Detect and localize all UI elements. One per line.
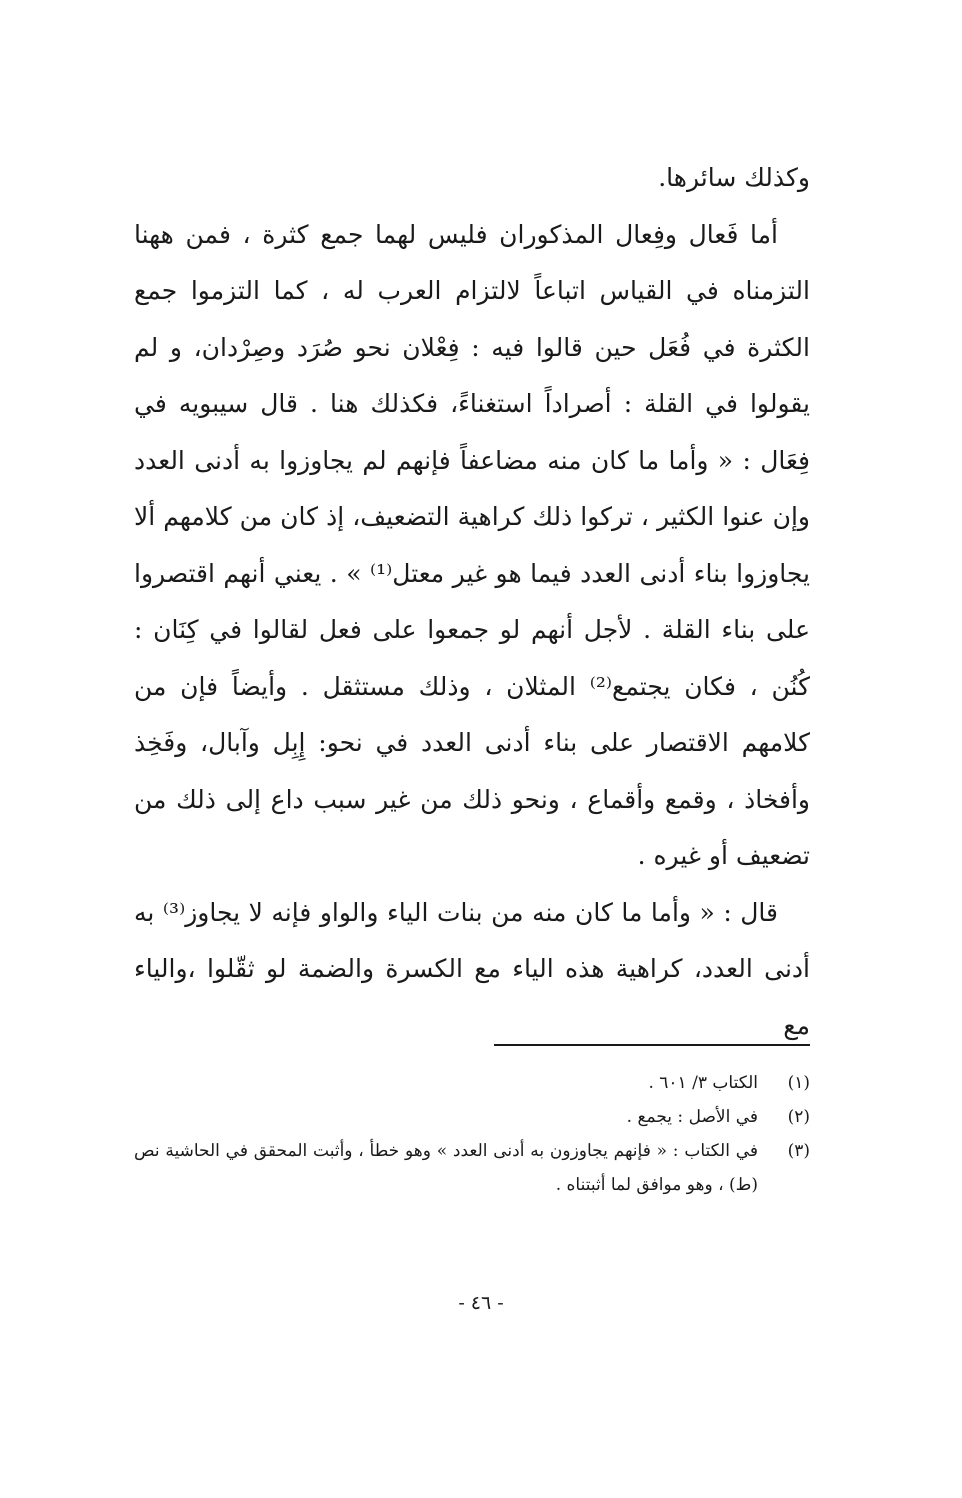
footnote-2 [134,1100,810,1134]
footnote-number: (٣) [787,1141,810,1161]
paragraph-1: وكذلك سائرها. [658,163,810,192]
footnote-text: الكتاب ٣/ ٦٠١ . [648,1073,758,1093]
footnote-separator [494,1044,810,1046]
paragraph-3: قال : « وأما ما كان منه من بنات الياء والواو فإنه لا يجاوز⁽³⁾ به أدنى العدد، كراهية هذه الياء مع الكسرة والضمة لو ثقّلوا ،والياء مع [134,897,810,1040]
footnote-1 [134,1066,810,1100]
footnote-text: في الكتاب : « فإنهم يجاوزون به أدنى العدد » وهو خطأ ، وأثبت المحقق في الحاشية نص (ط) ، وهو موافق لما أثبتناه . [134,1141,758,1195]
footnote-text: في الأصل : يجمع . [626,1107,758,1127]
footnote-number: (١) [787,1073,810,1093]
page-number: - ٤٦ - [458,1292,504,1314]
footnote-3 [134,1134,810,1202]
footnote-number: (٢) [787,1107,810,1127]
main-text [134,150,810,1054]
paragraph-2: أما فَعال وفِعال المذكوران فليس لهما جمع كثرة ، فمن ههنا التزمناه في القياس اتباعاً لالتزام العرب له ، كما التزموا جمع الكثرة في فُعَل حين قالوا فيه : فِعْلان نحو صُرَد وصِرْدان، و لم يقولوا في القلة : أصراداً استغناءً، فكذلك هنا . قال سيبويه في فِعَال : « وأما ما كان منه مضاعفاً فإنهم لم يجاوزوا به أدنى العدد وإن عنوا الكثير ، تركوا ذلك كراهية التضعيف، إذ كان من كلامهم ألا يجاوزوا بناء أدنى العدد فيما هو غير معتل⁽¹⁾ » . يعني أنهم اقتصروا على بناء القلة . لأجل أنهم لو جمعوا على فعل لقالوا في كِنَان : كُنُن ، فكان يجتمع⁽²⁾ المثلان ، وذلك مستثقل . وأيضاً فإن من كلامهم الاقتصار على بناء أدنى العدد في نحو: إِبِل وآبال، وفَخِذ وأفخاذ ، وقمع وأقماع ، ونحو ذلك من غير سبب داع إلى ذلك من تضعيف أو غيره . [134,219,811,870]
footnotes [134,1066,810,1202]
